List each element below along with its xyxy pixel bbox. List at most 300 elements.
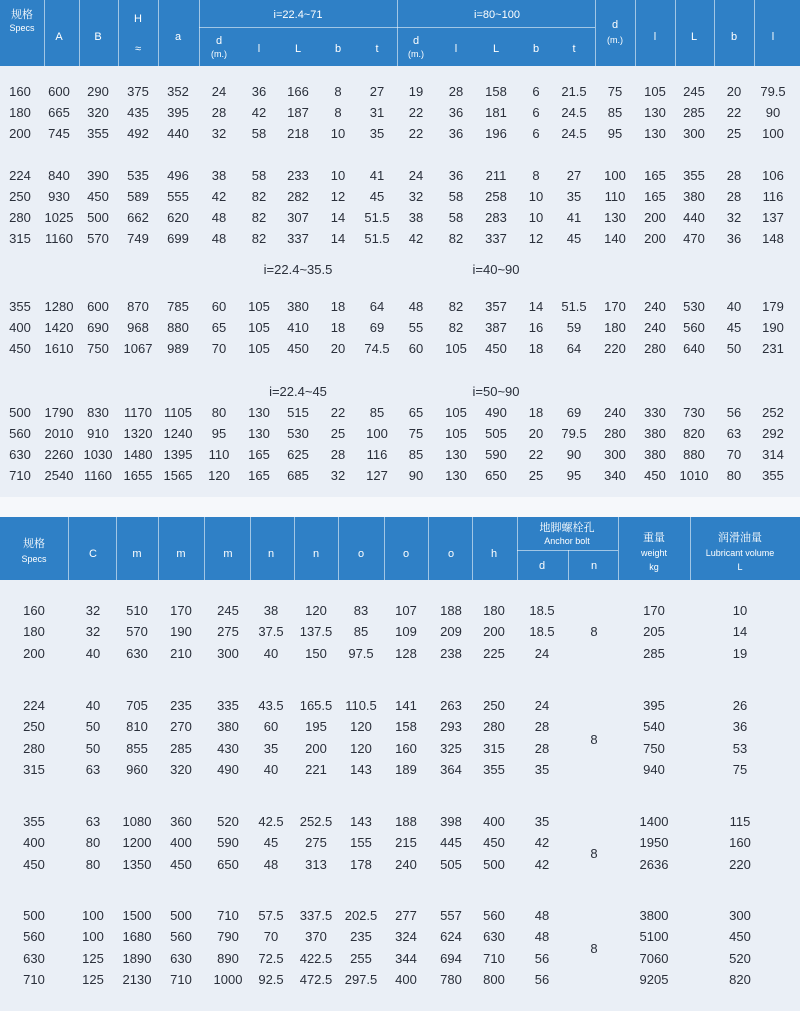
range-label: i=50~90 bbox=[472, 384, 520, 399]
mount-row-cell: 45 bbox=[263, 835, 279, 850]
spec-row-cell: 450 bbox=[9, 341, 31, 356]
mount-row-cell: 188 bbox=[395, 814, 417, 829]
spec-row-cell: 375 bbox=[127, 84, 149, 99]
mount-row-cell: 120 bbox=[350, 741, 372, 756]
spec-row-cell: 665 bbox=[48, 105, 70, 120]
spec-row-cell: 357 bbox=[485, 299, 507, 314]
range-label: i=40~90 bbox=[472, 262, 520, 277]
spec-row-cell: 75 bbox=[408, 426, 424, 441]
spec-row-cell: 22 bbox=[726, 105, 742, 120]
mount-row-cell: 141 bbox=[395, 698, 417, 713]
spec-row-cell: 730 bbox=[683, 405, 705, 420]
mount-row-cell: 18.5 bbox=[529, 624, 555, 639]
spec-row-cell: 105 bbox=[445, 405, 467, 420]
spec-row-cell: 69 bbox=[369, 320, 385, 335]
spec-row-cell: 85 bbox=[408, 447, 424, 462]
mount-row-cell: 63 bbox=[85, 762, 101, 777]
spec-row-cell: 750 bbox=[87, 341, 109, 356]
mount-row-cell: 19 bbox=[732, 646, 748, 661]
spec-row-cell: 105 bbox=[644, 84, 666, 99]
spec-row-cell: 160 bbox=[9, 84, 31, 99]
mount-row-cell: 50 bbox=[85, 741, 101, 756]
mount-row-cell: 325 bbox=[440, 741, 462, 756]
mount-row-cell: 710 bbox=[483, 951, 505, 966]
mount-row-cell: 42 bbox=[534, 857, 550, 872]
mount-row-cell: 710 bbox=[170, 972, 192, 987]
spec-row-cell: 968 bbox=[127, 320, 149, 335]
mount-row-cell: 100 bbox=[82, 908, 104, 923]
spec-row-cell: 600 bbox=[87, 299, 109, 314]
spec-row-cell: 490 bbox=[485, 405, 507, 420]
mount-row-cell: 270 bbox=[170, 719, 192, 734]
mount-row-cell: 100 bbox=[82, 929, 104, 944]
spec-row-cell: 355 bbox=[762, 468, 784, 483]
spec-row-cell: 211 bbox=[485, 168, 507, 183]
header-col-line bbox=[675, 0, 676, 66]
mount-row-cell: 400 bbox=[23, 835, 45, 850]
mount-row-cell: 245 bbox=[217, 603, 239, 618]
spec-row-cell: 292 bbox=[762, 426, 784, 441]
mount-row-cell: 820 bbox=[729, 972, 751, 987]
mount-row-cell: 115 bbox=[729, 814, 751, 829]
spec-row-cell: 105 bbox=[445, 341, 467, 356]
spec-row-cell: 14 bbox=[330, 231, 346, 246]
header-col-line bbox=[714, 0, 715, 66]
spec-row-cell: 555 bbox=[167, 189, 189, 204]
mount-row-cell: 14 bbox=[732, 624, 748, 639]
mount-row-cell: 557 bbox=[440, 908, 462, 923]
mount-row-cell: 395 bbox=[643, 698, 665, 713]
spec-row-cell: 36 bbox=[448, 168, 464, 183]
header-group-2: i=80~100 bbox=[474, 9, 520, 21]
mount-row-cell: 50 bbox=[85, 719, 101, 734]
spec-row-cell: 105 bbox=[248, 320, 270, 335]
spec-row-cell: 90 bbox=[566, 447, 582, 462]
spec-row-cell: 110 bbox=[604, 189, 626, 204]
mount-row-cell: 313 bbox=[305, 857, 327, 872]
mount-row-cell: 40 bbox=[85, 646, 101, 661]
header2-anchor-en: Anchor bolt bbox=[544, 536, 590, 546]
spec-row-cell: 20 bbox=[528, 426, 544, 441]
mount-row-cell: 48 bbox=[263, 857, 279, 872]
header-L2: L bbox=[690, 31, 698, 43]
spec-row-cell: 22 bbox=[528, 447, 544, 462]
spec-row-cell: 166 bbox=[287, 84, 309, 99]
range-label: i=22.4~45 bbox=[269, 384, 327, 399]
mount-row-cell: 200 bbox=[305, 741, 327, 756]
spec-row-cell: 282 bbox=[287, 189, 309, 204]
spec-row-cell: 32 bbox=[330, 468, 346, 483]
header2-col-line bbox=[116, 517, 117, 580]
spec-row-cell: 105 bbox=[248, 299, 270, 314]
spec-row-cell: 65 bbox=[211, 320, 227, 335]
header-H-approx: ≈ bbox=[134, 43, 142, 55]
spec-row-cell: 6 bbox=[532, 105, 540, 120]
spec-row-cell: 1240 bbox=[163, 426, 193, 441]
spec-row-cell: 32 bbox=[726, 210, 742, 225]
mount-row-cell: 160 bbox=[395, 741, 417, 756]
spec-row-cell: 450 bbox=[87, 189, 109, 204]
spec-row-cell: 65 bbox=[408, 405, 424, 420]
spec-row-cell: 640 bbox=[683, 341, 705, 356]
spec-row-cell: 1610 bbox=[44, 341, 74, 356]
spec-row-cell: 165 bbox=[644, 168, 666, 183]
spec-row-cell: 252 bbox=[762, 405, 784, 420]
spec-row-cell: 56 bbox=[726, 405, 742, 420]
spec-row-cell: 22 bbox=[330, 405, 346, 420]
mount-row-cell: 500 bbox=[483, 857, 505, 872]
spec-row-cell: 58 bbox=[251, 126, 267, 141]
mount-row-cell: 235 bbox=[350, 929, 372, 944]
mount-row-cell: 160 bbox=[23, 603, 45, 618]
spec-row-cell: 140 bbox=[604, 231, 626, 246]
header-d2: d bbox=[611, 19, 619, 31]
mount-row-cell: 297.5 bbox=[344, 972, 378, 987]
mount-row-cell: 210 bbox=[170, 646, 192, 661]
header-col-line bbox=[754, 0, 755, 66]
spec-row-cell: 250 bbox=[9, 189, 31, 204]
mount-row-cell: 630 bbox=[23, 951, 45, 966]
header2-specs-cn: 规格 bbox=[23, 538, 45, 550]
mount-row-cell: 83 bbox=[353, 603, 369, 618]
spec-row-cell: 10 bbox=[330, 168, 346, 183]
spec-row-cell: 16 bbox=[528, 320, 544, 335]
mount-row-cell: 170 bbox=[170, 603, 192, 618]
header-col-line bbox=[44, 0, 45, 66]
spec-row-cell: 355 bbox=[9, 299, 31, 314]
spec-row-cell: 165 bbox=[644, 189, 666, 204]
header-col-line bbox=[158, 0, 159, 66]
spec-row-cell: 745 bbox=[48, 126, 70, 141]
spec-row-cell: 110 bbox=[208, 447, 230, 462]
mount-row-cell: 890 bbox=[217, 951, 239, 966]
spec-row-cell: 36 bbox=[448, 126, 464, 141]
mount-row-cell: 40 bbox=[263, 646, 279, 661]
header-L1b: L bbox=[492, 43, 500, 55]
spec-row-cell: 48 bbox=[408, 299, 424, 314]
spec-row-cell: 314 bbox=[762, 447, 784, 462]
mount-row-cell: 235 bbox=[170, 698, 192, 713]
spec-row-cell: 18 bbox=[330, 320, 346, 335]
mount-row-cell: 205 bbox=[643, 624, 665, 639]
mount-row-cell: 200 bbox=[483, 624, 505, 639]
mount-row-cell: 520 bbox=[217, 814, 239, 829]
mount-row-cell: 32 bbox=[85, 624, 101, 639]
spec-row-cell: 130 bbox=[644, 105, 666, 120]
mount-row-cell: 48 bbox=[534, 929, 550, 944]
spec-row-cell: 55 bbox=[408, 320, 424, 335]
header2-col-line bbox=[250, 517, 251, 580]
spec-row-cell: 28 bbox=[330, 447, 346, 462]
mount-row-cell: 109 bbox=[395, 624, 417, 639]
mounting-table bbox=[0, 517, 800, 1011]
spec-row-cell: 69 bbox=[566, 405, 582, 420]
spec-row-cell: 60 bbox=[408, 341, 424, 356]
spec-row-cell: 1320 bbox=[123, 426, 153, 441]
spec-row-cell: 307 bbox=[287, 210, 309, 225]
spec-row-cell: 59 bbox=[566, 320, 582, 335]
spec-row-cell: 1170 bbox=[124, 405, 152, 420]
mount-row-cell: 445 bbox=[440, 835, 462, 850]
mount-row-cell: 590 bbox=[217, 835, 239, 850]
mount-row-cell: 10 bbox=[732, 603, 748, 618]
header2-lube-unit: L bbox=[737, 562, 743, 572]
mount-row-cell: 32 bbox=[85, 603, 101, 618]
spec-row-cell: 500 bbox=[9, 405, 31, 420]
header-a: a bbox=[174, 31, 182, 43]
mount-row-cell: 285 bbox=[643, 646, 665, 661]
mount-row-cell: 275 bbox=[305, 835, 327, 850]
mount-row-cell: 398 bbox=[440, 814, 462, 829]
mount-row-cell: 238 bbox=[440, 646, 462, 661]
header-b1: b bbox=[334, 43, 342, 55]
mount-row-cell: 125 bbox=[82, 951, 104, 966]
spec-row-cell: 20 bbox=[726, 84, 742, 99]
spec-row-cell: 355 bbox=[683, 168, 705, 183]
mount-row-cell: 225 bbox=[483, 646, 505, 661]
mount-row-cell: 277 bbox=[395, 908, 417, 923]
spec-row-cell: 58 bbox=[251, 168, 267, 183]
spec-row-cell: 1565 bbox=[163, 468, 193, 483]
spec-row-cell: 280 bbox=[604, 426, 626, 441]
spec-row-cell: 116 bbox=[762, 189, 784, 204]
mount-row-cell: 500 bbox=[170, 908, 192, 923]
mount-row-cell: 360 bbox=[170, 814, 192, 829]
mount-row-cell: 120 bbox=[305, 603, 327, 618]
header2-col-line bbox=[158, 517, 159, 580]
mount-row-cell: 400 bbox=[170, 835, 192, 850]
mount-row-cell: 24 bbox=[534, 646, 550, 661]
spec-row-cell: 515 bbox=[287, 405, 309, 420]
spec-row-cell: 38 bbox=[211, 168, 227, 183]
spec-row-cell: 315 bbox=[9, 231, 31, 246]
mount-row-cell: 209 bbox=[440, 624, 462, 639]
spec-row-cell: 25 bbox=[330, 426, 346, 441]
spec-row-cell: 224 bbox=[9, 168, 31, 183]
spec-row-cell: 28 bbox=[211, 105, 227, 120]
mount-row-cell: 155 bbox=[350, 835, 372, 850]
spec-row-cell: 130 bbox=[445, 447, 467, 462]
spec-row-cell: 80 bbox=[726, 468, 742, 483]
spec-row-cell: 285 bbox=[683, 105, 705, 120]
spec-row-cell: 1105 bbox=[164, 405, 192, 420]
header-B: B bbox=[94, 31, 102, 43]
mount-row-cell: 380 bbox=[217, 719, 239, 734]
mount-row-cell: 472.5 bbox=[299, 972, 333, 987]
spec-row-cell: 120 bbox=[208, 468, 230, 483]
mount-row-cell: 5100 bbox=[639, 929, 669, 944]
mount-row-cell: 70 bbox=[263, 929, 279, 944]
spec-row-cell: 570 bbox=[87, 231, 109, 246]
header2-lube-en: Lubricant volume bbox=[705, 548, 775, 558]
header2-anchor-cn: 地脚螺栓孔 bbox=[539, 522, 595, 534]
spec-row-cell: 106 bbox=[762, 168, 784, 183]
dimensions-table-header bbox=[0, 0, 800, 66]
spec-row-cell: 505 bbox=[485, 426, 507, 441]
spec-row-cell: 137 bbox=[762, 210, 784, 225]
spec-row-cell: 85 bbox=[607, 105, 623, 120]
spec-row-cell: 25 bbox=[528, 468, 544, 483]
spec-row-cell: 180 bbox=[9, 105, 31, 120]
spec-row-cell: 38 bbox=[408, 210, 424, 225]
spec-row-cell: 19 bbox=[408, 84, 424, 99]
spec-row-cell: 8 bbox=[334, 84, 342, 99]
mount-row-cell: 53 bbox=[732, 741, 748, 756]
spec-row-cell: 233 bbox=[287, 168, 309, 183]
spec-row-cell: 158 bbox=[485, 84, 507, 99]
spec-row-cell: 6 bbox=[532, 84, 540, 99]
mount-row-cell: 28 bbox=[534, 719, 550, 734]
spec-row-cell: 41 bbox=[369, 168, 385, 183]
mount-row-cell: 178 bbox=[350, 857, 372, 872]
spec-row-cell: 330 bbox=[644, 405, 666, 420]
mount-row-cell: 540 bbox=[643, 719, 665, 734]
spec-row-cell: 100 bbox=[366, 426, 388, 441]
spec-row-cell: 63 bbox=[726, 426, 742, 441]
spec-row-cell: 830 bbox=[87, 405, 109, 420]
header2-col-line bbox=[517, 517, 518, 580]
mount-row-cell: 56 bbox=[534, 951, 550, 966]
mount-row-cell: 1890 bbox=[122, 951, 152, 966]
spec-row-cell: 100 bbox=[762, 126, 784, 141]
header2-col-line bbox=[568, 550, 569, 580]
spec-row-cell: 64 bbox=[566, 341, 582, 356]
spec-row-cell: 390 bbox=[87, 168, 109, 183]
header-d1b-unit: (m.) bbox=[408, 49, 424, 59]
spec-row-cell: 589 bbox=[127, 189, 149, 204]
spec-row-cell: 25 bbox=[726, 126, 742, 141]
spec-row-cell: 179 bbox=[762, 299, 784, 314]
spec-row-cell: 470 bbox=[683, 231, 705, 246]
header-d1b: d bbox=[412, 35, 420, 47]
header-group-1: i=22.4~71 bbox=[273, 9, 323, 21]
mount-row-cell: 320 bbox=[170, 762, 192, 777]
spec-row-cell: 70 bbox=[726, 447, 742, 462]
header2-col-line bbox=[472, 517, 473, 580]
spec-row-cell: 560 bbox=[683, 320, 705, 335]
mount-row-cell: 500 bbox=[23, 908, 45, 923]
spec-row-cell: 42 bbox=[408, 231, 424, 246]
spec-row-cell: 58 bbox=[448, 210, 464, 225]
spec-row-cell: 42 bbox=[211, 189, 227, 204]
spec-row-cell: 28 bbox=[726, 168, 742, 183]
spec-row-cell: 95 bbox=[211, 426, 227, 441]
mount-row-cell: 252.5 bbox=[299, 814, 333, 829]
spec-row-cell: 148 bbox=[762, 231, 784, 246]
spec-row-cell: 36 bbox=[726, 231, 742, 246]
spec-row-cell: 165 bbox=[248, 468, 270, 483]
spec-row-cell: 590 bbox=[485, 447, 507, 462]
mount-row-cell: 2130 bbox=[122, 972, 152, 987]
spec-row-cell: 620 bbox=[167, 210, 189, 225]
spec-row-cell: 181 bbox=[485, 105, 507, 120]
spec-row-cell: 2010 bbox=[44, 426, 74, 441]
header-t1: t bbox=[375, 43, 379, 55]
mount-row-cell: 128 bbox=[395, 646, 417, 661]
spec-row-cell: 989 bbox=[167, 341, 189, 356]
header2-col-line bbox=[690, 517, 691, 580]
spec-row-cell: 36 bbox=[448, 105, 464, 120]
mount-row-cell: 710 bbox=[23, 972, 45, 987]
spec-row-cell: 440 bbox=[167, 126, 189, 141]
mount-row-cell: 165.5 bbox=[299, 698, 333, 713]
spec-row-cell: 685 bbox=[287, 468, 309, 483]
mount-row-cell: 150 bbox=[305, 646, 327, 661]
spec-row-cell: 1160 bbox=[45, 231, 73, 246]
spec-row-cell: 14 bbox=[330, 210, 346, 225]
header2-lube-cn: 润滑油量 bbox=[718, 532, 762, 544]
spec-row-cell: 749 bbox=[127, 231, 149, 246]
spec-row-cell: 630 bbox=[9, 447, 31, 462]
header-col-line bbox=[79, 0, 80, 66]
header-b2: b bbox=[730, 31, 738, 43]
spec-row-cell: 24 bbox=[408, 168, 424, 183]
spec-row-cell: 320 bbox=[87, 105, 109, 120]
header-d1: d bbox=[215, 35, 223, 47]
header2-m1: m bbox=[132, 548, 142, 560]
header-col-line bbox=[118, 0, 119, 66]
header-l1: l bbox=[257, 43, 261, 55]
mount-row-cell: 364 bbox=[440, 762, 462, 777]
spec-row-cell: 699 bbox=[167, 231, 189, 246]
spec-row-cell: 45 bbox=[726, 320, 742, 335]
mount-row-cell: 750 bbox=[643, 741, 665, 756]
mount-row-cell: 810 bbox=[126, 719, 148, 734]
mount-row-cell: 560 bbox=[170, 929, 192, 944]
mount-row-cell: 1400 bbox=[639, 814, 669, 829]
mount-row-cell: 450 bbox=[729, 929, 751, 944]
spec-row-cell: 8 bbox=[334, 105, 342, 120]
spec-row-cell: 785 bbox=[167, 299, 189, 314]
mount-row-cell: 780 bbox=[440, 972, 462, 987]
spec-row-cell: 662 bbox=[127, 210, 149, 225]
spec-row-cell: 387 bbox=[485, 320, 507, 335]
mount-row-cell: 9205 bbox=[639, 972, 669, 987]
mount-row-cell: 57.5 bbox=[258, 908, 284, 923]
mounting-table-header bbox=[0, 517, 800, 580]
mount-row-cell: 85 bbox=[353, 624, 369, 639]
mount-row-cell: 400 bbox=[483, 814, 505, 829]
mount-row-cell: 72.5 bbox=[258, 951, 284, 966]
spec-row-cell: 170 bbox=[604, 299, 626, 314]
spec-row-cell: 435 bbox=[127, 105, 149, 120]
mount-row-cell: 624 bbox=[440, 929, 462, 944]
mount-row-cell: 335 bbox=[217, 698, 239, 713]
mount-row-cell: 1000 bbox=[213, 972, 243, 987]
spec-row-cell: 187 bbox=[287, 105, 309, 120]
spec-row-cell: 90 bbox=[408, 468, 424, 483]
anchor-bolt-count: 8 bbox=[590, 846, 598, 861]
spec-row-cell: 190 bbox=[762, 320, 784, 335]
spec-row-cell: 22 bbox=[408, 126, 424, 141]
spec-row-cell: 28 bbox=[448, 84, 464, 99]
mount-row-cell: 1500 bbox=[122, 908, 152, 923]
spec-row-cell: 870 bbox=[127, 299, 149, 314]
mount-row-cell: 63 bbox=[85, 814, 101, 829]
mount-row-cell: 450 bbox=[483, 835, 505, 850]
spec-row-cell: 1025 bbox=[44, 210, 74, 225]
mount-row-cell: 3800 bbox=[639, 908, 669, 923]
mount-row-cell: 190 bbox=[170, 624, 192, 639]
spec-row-cell: 380 bbox=[644, 426, 666, 441]
mount-row-cell: 143 bbox=[350, 762, 372, 777]
mount-row-cell: 170 bbox=[643, 603, 665, 618]
mount-row-cell: 630 bbox=[126, 646, 148, 661]
spec-row-cell: 105 bbox=[445, 426, 467, 441]
spec-row-cell: 231 bbox=[762, 341, 784, 356]
spec-row-cell: 910 bbox=[87, 426, 109, 441]
spec-row-cell: 1280 bbox=[44, 299, 74, 314]
